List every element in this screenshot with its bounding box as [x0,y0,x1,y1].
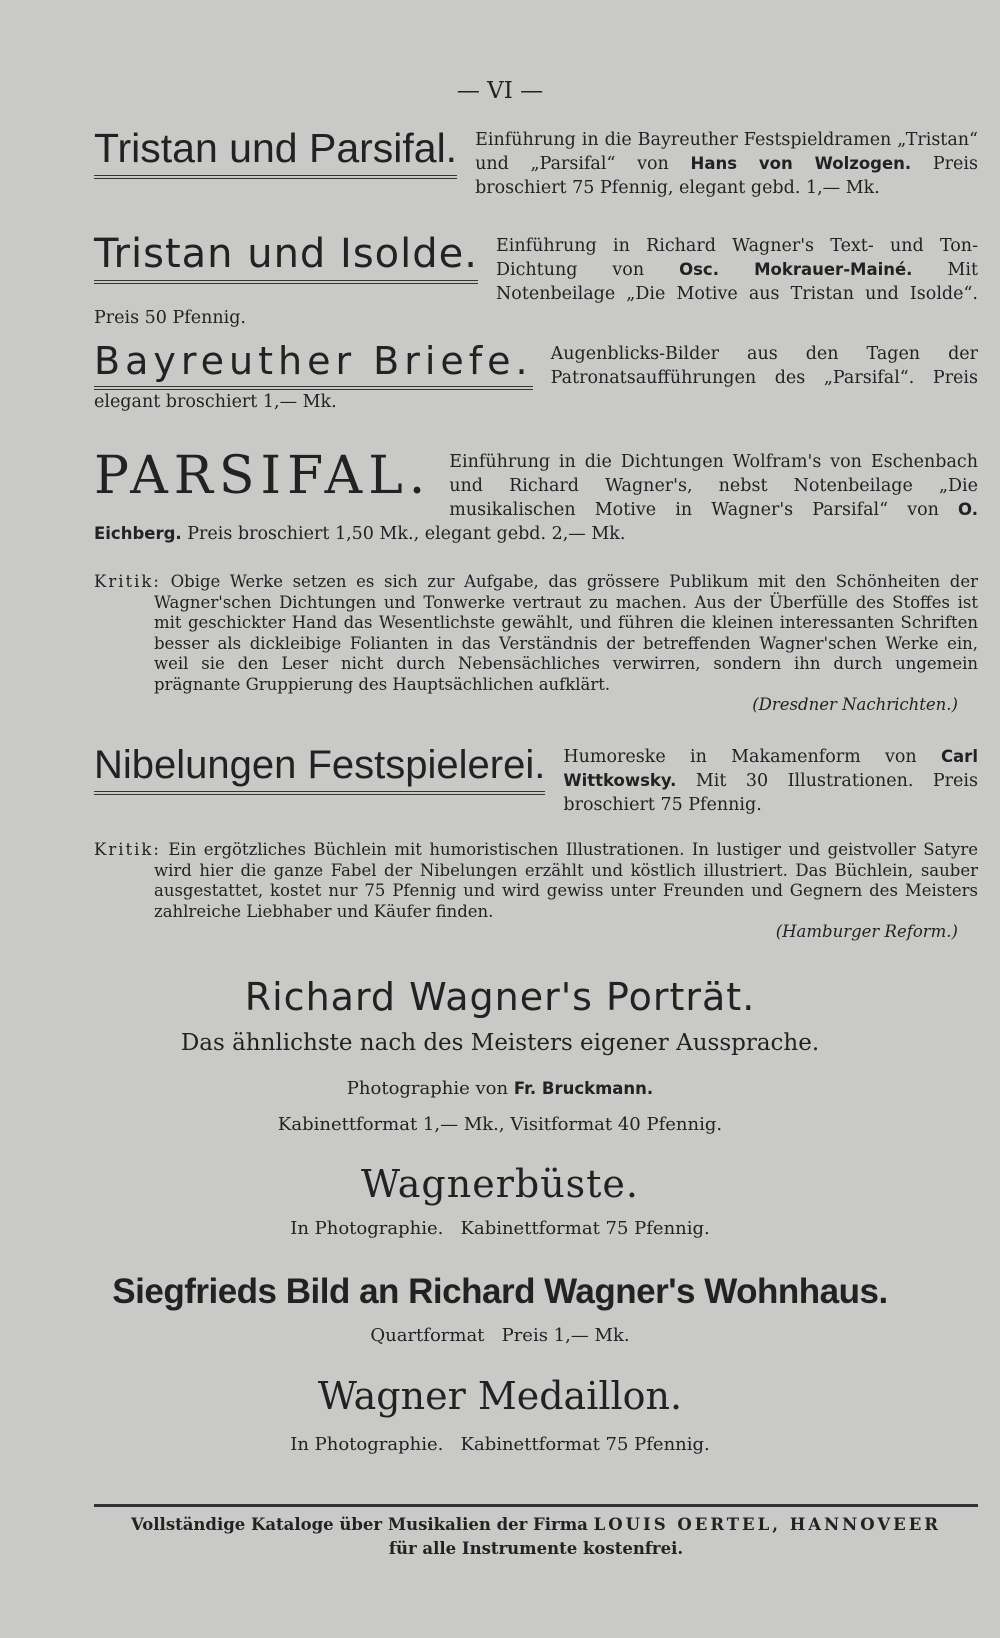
portrait-photographer: Photographie von Fr. Bruckmann. [346,1078,654,1099]
siegfried-line: Quartformat Preis 1,— Mk. [370,1325,630,1346]
firm-name: LOUIS OERTEL, HANNOVEER [593,1515,942,1534]
review-source: (Hamburger Reform.) [775,922,958,941]
entry-author: Hans von Wolzogen. [690,154,912,173]
entry-description: Einführung in Richard Wagner's Text- und Ton-Dichtung von Osc. Mokrauer-Mainé. Mit Notenbeilage „Die Motive aus Tristan und Isolde“. Preis 50 Pfennig. [94,236,978,328]
entry-author: O. Eichberg. [94,500,978,543]
review-block [94,572,978,716]
review-text: Ein ergötzliches Büchlein mit humoristischen Illustrationen. In lustiger und geistvoller Satyre wird hier die ganze Fabel der Nibelungen erzählt und köstlich illustriert. Das Büchlein, sauber ausgestattet, kostet nur 75 Pfennig und wird gewiss unter Freunden und Gegnern des Meisters zahlreiche Liebhaber und Käufer finden. [154,840,978,921]
medaillon-title: Wagner Medaillon. [317,1374,683,1418]
entry-title: PARSIFAL. [94,446,432,506]
footer-note: Vollständige Kataloge über Musikalien der Firma LOUIS OERTEL, HANNOVEER für alle Instrumente kostenfrei. [130,1515,942,1558]
entry-parsifal [94,446,978,546]
review-source: (Dresdner Nachrichten.) [752,695,958,714]
entry-author: Carl Wittkowsky. [563,747,978,790]
portrait-subtitle: Das ähnlichste nach des Meisters eigener Aussprache. [180,1030,820,1056]
siegfried-title: Siegfrieds Bild an Richard Wagner's Wohnhaus. [112,1272,888,1311]
portrait-title: Richard Wagner's Porträt. [244,975,756,1019]
entry-description: Humoreske in Makamenform von Carl Wittkowsky. Mit 30 Illustrationen. Preis broschiert 75 Pfennig. [563,747,978,815]
entry-description: Einführung in die Dichtungen Wolfram's von Eschenbach und Richard Wagner's, nebst Notenbeilage „Die musikalischen Motive in Wagner's Parsifal“ von O. Eichberg. Preis broschiert 1,50 Mk., elegant gebd. 2,— Mk. [94,452,978,544]
review-text: Obige Werke setzen es sich zur Aufgabe, das grössere Publikum mit den Schönheiten der Wagner'schen Dichtungen und Tonwerke vertraut zu machen. Aus der Überfülle des Stoffes ist mit geschickter Hand das Wesentlichste gewählt, und führen die kleinen interessanten Schriften besser als dickleibige Folianten in das Verständnis der betreffenden Wagner'schen Werke ein, weil sie den Leser nicht durch Nebensächliches verwirren, sondern ihn durch ungemein prägnante Gruppierung des Hauptsächlichen aufklärt. [154,572,979,694]
entry-title: Nibelungen Festspielerei. [94,745,545,795]
entry-title: Bayreuther Briefe. [94,342,533,390]
medaillon-line: In Photographie. Kabinettformat 75 Pfennig. [290,1434,710,1455]
portrait-formats: Kabinettformat 1,— Mk., Visitformat 40 Pfennig. [277,1114,723,1135]
entry-tristan-parsifal [94,125,978,200]
buste-line: In Photographie. Kabinettformat 75 Pfennig. [290,1218,710,1239]
entry-title: Tristan und Parsifal. [94,128,457,179]
entry-nibelungen [94,745,978,817]
entry-author: Osc. Mokrauer-Mainé. [679,260,913,279]
entry-bayreuther-briefe [94,339,978,414]
entry-description: Augenblicks-Bilder aus den Tagen der Patronatsaufführungen des „Parsifal“. Preis elegant broschiert 1,— Mk. [94,344,978,412]
review-block [94,840,978,943]
page-number: — VI — [456,78,544,104]
buste-title: Wagnerbüste. [361,1162,639,1206]
entry-description: Einführung in die Bayreuther Festspieldramen „Tristan“ und „Parsifal“ von Hans von Wolzogen. Preis broschiert 75 Pfennig, elegant gebd. 1,— Mk. [475,130,978,198]
entry-tristan-isolde [94,231,978,330]
review-label: Kritik: [94,840,161,859]
entry-title: Tristan und Isolde. [94,234,478,284]
footer-rule [94,1504,978,1507]
review-label: Kritik: [94,572,161,591]
